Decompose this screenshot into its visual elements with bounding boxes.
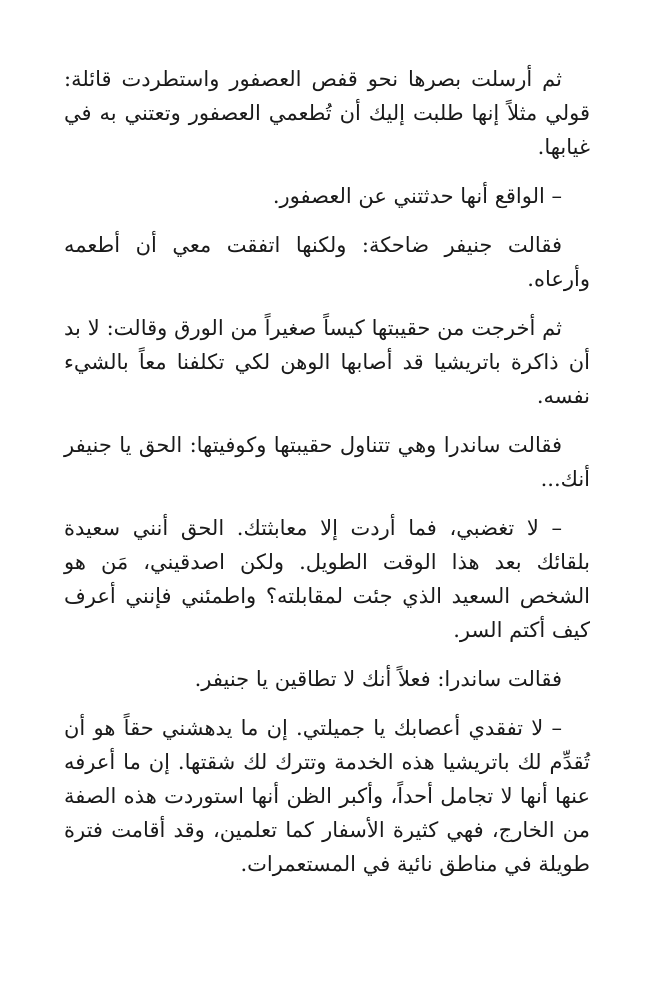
paragraph-8: – لا تفقدي أعصابك يا جميلتي. إن ما يدهشني حقاً هو أن تُقدِّم لك باتريشيا هذه الخدمة وتترك لك شقتها. إن ما أعرفه عنها أنها لا تجامل أحداً، وأكبر الظن أنها استوردت هذه الصفة من الخارج، فهي كثيرة الأسفار كما تعلمين، وقد أقامت فترة طويلة في مناطق نائية في المستعمرات. [64,716,590,876]
paragraph-5: فقالت ساندرا وهي تتناول حقيبتها وكوفيتها: الحق يا جنيفر أنك... [64,433,590,491]
paragraph-7: فقالت ساندرا: فعلاً أنك لا تطاقين يا جنيفر. [194,667,562,691]
paragraph-2: – الواقع أنها حدثتني عن العصفور. [272,184,562,208]
paragraph-4: ثم أخرجت من حقيبتها كيساً صغيراً من الورق وقالت: لا بد أن ذاكرة باتريشيا قد أصابها الوهن لكي تكلفنا معاً بالشيء نفسه. [64,316,590,408]
paragraph-1: ثم أرسلت بصرها نحو قفص العصفور واستطردت قائلة: قولي مثلاً إنها طلبت إليك أن تُطعمي العصفور وتعتني به في غيابها. [64,67,590,159]
paragraph-6: – لا تغضبي، فما أردت إلا معابثتك. الحق أنني سعيدة بلقائك بعد هذا الوقت الطويل. ولكن اصدقيني، مَن هو الشخص السعيد الذي جئت لمقابلته؟ واطمئني فإنني أعرف كيف أكتم السر. [64,516,590,642]
book-page [64,62,590,896]
paragraph-3: فقالت جنيفر ضاحكة: ولكنها اتفقت معي أن أطعمه وأرعاه. [64,233,590,291]
